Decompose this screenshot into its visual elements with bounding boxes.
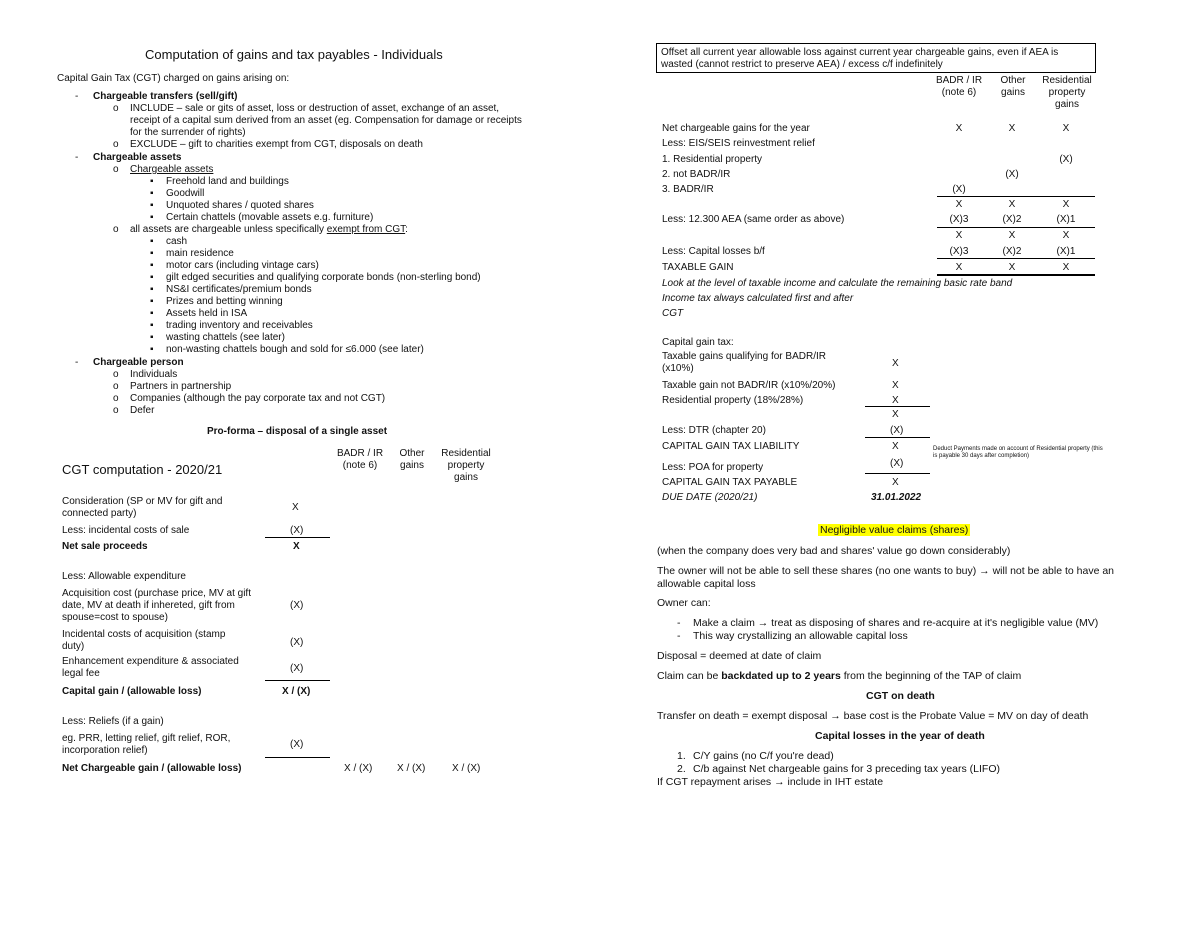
square-bullet-icon: ▪ xyxy=(150,248,154,259)
col-header-other: Other gains xyxy=(1000,75,1026,98)
circle-bullet-icon: o xyxy=(113,164,119,175)
row-payable: CAPITAL GAIN TAX PAYABLE xyxy=(662,477,798,488)
col-header-badr: BADR / IR (note 6) xyxy=(336,448,384,471)
dash-bullet-icon: - xyxy=(75,152,79,163)
cell-other: (X)2 xyxy=(1002,214,1022,225)
cell-residential: (X) xyxy=(1059,154,1073,165)
circle-bullet-icon: o xyxy=(113,381,119,392)
value-consideration: X xyxy=(292,502,299,513)
row-label: 1. Residential property xyxy=(662,154,763,165)
row-enhancement: Enhancement expenditure & associated legal fee xyxy=(62,656,239,679)
value-reliefs: (X) xyxy=(290,739,304,750)
list-item: This way crystallizing an allowable capital loss xyxy=(693,630,908,642)
row-dtr: Less: DTR (chapter 20) xyxy=(662,425,766,436)
iht-note: If CGT repayment arises → include in IHT estate xyxy=(657,776,884,788)
death-heading: CGT on death xyxy=(866,690,935,702)
row-capital-gain: Capital gain / (allowable loss) xyxy=(62,686,202,697)
value-net-badr: X / (X) xyxy=(344,763,373,774)
cell-other: X xyxy=(1008,199,1016,210)
exempt-link-text: exempt from CGT xyxy=(326,224,406,235)
row-label: Net chargeable gains for the year xyxy=(662,123,810,134)
square-bullet-icon: ▪ xyxy=(150,212,154,223)
cell-badr: X xyxy=(955,123,963,134)
row-label: TAXABLE GAIN xyxy=(662,262,734,273)
row-consideration: Consideration (SP or MV for gift and connected party) xyxy=(62,496,223,519)
losses-heading: Capital losses in the year of death xyxy=(815,730,985,742)
exempt-intro xyxy=(130,224,408,236)
list-item: cash xyxy=(166,236,188,247)
value-net-proceeds: X xyxy=(293,541,300,552)
death-p1: Transfer on death = exempt disposal → base cost is the Probate Value = MV on day of death xyxy=(657,710,1089,722)
value-dtr: (X) xyxy=(890,425,904,436)
list-item: Certain chattels (movable assets e.g. furniture) xyxy=(166,212,374,223)
square-bullet-icon: ▪ xyxy=(150,296,154,307)
cell-residential: (X)1 xyxy=(1056,214,1076,225)
value-liability: X xyxy=(892,441,899,452)
proforma-heading: Pro-forma – disposal of a single asset xyxy=(207,426,388,437)
value-acquisition-cost: (X) xyxy=(290,600,304,611)
value-enhancement: (X) xyxy=(290,663,304,674)
note-italic: Income tax always calculated first and after xyxy=(662,293,854,304)
include-text: INCLUDE – sale or gits of asset, loss or destruction of asset, exchange of an asset, receipt of a capital sum derived from an asset (eg. Compensation for damage or receipts for the surrender of rights) xyxy=(130,103,522,138)
cell-badr: X xyxy=(955,262,963,273)
circle-bullet-icon: o xyxy=(113,224,119,235)
row-incidental-sale: Less: incidental costs of sale xyxy=(62,525,190,536)
negligible-p2: The owner will not be able to sell these shares (no one wants to buy) → will not be able to have an allowable capital loss xyxy=(657,565,1115,590)
dash-bullet-icon: - xyxy=(75,91,79,102)
circle-bullet-icon: o xyxy=(113,405,119,416)
divider xyxy=(865,473,930,474)
number-2-icon: 2. xyxy=(677,763,686,775)
negligible-p4: Disposal = deemed at date of claim xyxy=(657,650,822,662)
row-net-chargeable: Net Chargeable gain / (allowable loss) xyxy=(62,763,242,774)
note-italic: CGT xyxy=(662,308,684,319)
square-bullet-icon: ▪ xyxy=(150,344,154,355)
row-not-badr: Taxable gain not BADR/IR (x10%/20%) xyxy=(662,380,836,391)
row-incidental-acquisition: Incidental costs of acquisition (stamp duty) xyxy=(62,629,226,652)
list-item: Assets held in ISA xyxy=(166,308,248,319)
intro-text: Capital Gain Tax (CGT) charged on gains arising on: xyxy=(57,73,290,84)
cell-other: (X)2 xyxy=(1002,246,1022,257)
row-reliefs: Less: Reliefs (if a gain) xyxy=(62,716,164,727)
computation-title: CGT computation - 2020/21 xyxy=(62,462,223,477)
list-item: gilt edged securities and qualifying corporate bonds (non-sterling bond) xyxy=(166,272,481,283)
cell-badr: (X)3 xyxy=(949,214,969,225)
divider xyxy=(265,537,330,538)
list-item: Unquoted shares / quoted shares xyxy=(166,200,314,211)
negligible-heading-text: Negligible value claims (shares) xyxy=(820,524,969,536)
value-payable: X xyxy=(892,477,899,488)
negligible-p5-c: from the beginning of the TAP of claim xyxy=(840,670,1022,682)
square-bullet-icon: ▪ xyxy=(150,236,154,247)
divider xyxy=(865,406,930,407)
row-residential: Residential property (18%/28%) xyxy=(662,395,804,406)
divider xyxy=(937,196,1095,197)
dash-bullet-icon: - xyxy=(677,630,681,642)
row-label: 3. BADR/IR xyxy=(662,184,714,195)
assets-heading: Chargeable assets xyxy=(93,152,182,163)
cell-other: X xyxy=(1008,262,1016,273)
square-bullet-icon: ▪ xyxy=(150,188,154,199)
value-residential: X xyxy=(892,395,899,406)
square-bullet-icon: ▪ xyxy=(150,332,154,343)
exclude-text: EXCLUDE – gift to charities exempt from CGT, disposals on death xyxy=(130,139,423,150)
value-subtotal: X xyxy=(892,409,899,420)
divider xyxy=(937,258,1095,259)
list-item: Companies (although the pay corporate tax and not CGT) xyxy=(130,393,386,404)
divider xyxy=(265,757,330,758)
circle-bullet-icon: o xyxy=(113,103,119,114)
value-net-other: X / (X) xyxy=(397,763,426,774)
row-label: Less: 12.300 AEA (same order as above) xyxy=(662,214,845,225)
negligible-p3: Owner can: xyxy=(657,597,711,609)
cell-residential: X xyxy=(1062,262,1070,273)
row-label: Less: Capital losses b/f xyxy=(662,246,765,257)
row-label: 2. not BADR/IR xyxy=(662,169,731,180)
col-header-other: Other gains xyxy=(399,448,425,471)
row-allowable-expenditure: Less: Allowable expenditure xyxy=(62,571,186,582)
square-bullet-icon: ▪ xyxy=(150,176,154,187)
value-due-date: 31.01.2022 xyxy=(871,492,922,503)
list-item: Goodwill xyxy=(166,188,205,199)
divider xyxy=(937,227,1095,228)
value-not-badr: X xyxy=(892,380,899,391)
dash-bullet-icon: - xyxy=(75,357,79,368)
divider xyxy=(265,680,330,681)
negligible-p5 xyxy=(657,670,1021,683)
cgt-heading: Capital gain tax: xyxy=(662,337,734,348)
divider xyxy=(865,437,930,438)
square-bullet-icon: ▪ xyxy=(150,308,154,319)
cell-badr: X xyxy=(955,199,963,210)
cell-badr: X xyxy=(955,230,963,241)
row-reliefs-examples: eg. PRR, letting relief, gift relief, ROR, incorporation relief) xyxy=(62,733,231,756)
cell-residential: X xyxy=(1062,199,1070,210)
row-due-date: DUE DATE (2020/21) xyxy=(662,492,758,503)
value-net-residential: X / (X) xyxy=(452,763,481,774)
square-bullet-icon: ▪ xyxy=(150,272,154,283)
row-badr-qualifying: Taxable gains qualifying for BADR/IR (x10%) xyxy=(662,351,826,374)
list-item: Prizes and betting winning xyxy=(166,296,283,307)
list-item: Individuals xyxy=(130,369,178,380)
list-item: trading inventory and receivables xyxy=(166,320,313,331)
circle-bullet-icon: o xyxy=(113,139,119,150)
square-bullet-icon: ▪ xyxy=(150,284,154,295)
list-item: C/Y gains (no C/f you're dead) xyxy=(693,750,834,762)
value-capital-gain: X / (X) xyxy=(282,686,311,697)
list-item: wasting chattels (see later) xyxy=(166,332,285,343)
list-item: main residence xyxy=(166,248,234,259)
list-item: motor cars (including vintage cars) xyxy=(166,260,319,271)
list-item: Freehold land and buildings xyxy=(166,176,289,187)
cell-badr: (X) xyxy=(952,184,966,195)
offset-note: Offset all current year allowable loss against current year chargeable gains, even if AEA is wasted (cannot restrict to preserve AEA) / excess c/f indefinitely xyxy=(661,47,1059,70)
square-bullet-icon: ▪ xyxy=(150,200,154,211)
note-italic: Look at the level of taxable income and calculate the remaining basic rate band xyxy=(662,278,1013,289)
circle-bullet-icon: o xyxy=(113,393,119,404)
dash-bullet-icon: - xyxy=(677,617,681,629)
list-item: Make a claim → treat as disposing of shares and re-acquire at it's negligible value (MV) xyxy=(693,617,1099,629)
negligible-p1: (when the company does very bad and shares' value go down considerably) xyxy=(657,545,1011,557)
list-item: Partners in partnership xyxy=(130,381,232,392)
row-liability: CAPITAL GAIN TAX LIABILITY xyxy=(662,441,800,452)
person-heading: Chargeable person xyxy=(93,357,184,368)
exempt-intro-colon: : xyxy=(405,224,408,235)
negligible-p5-b: backdated up to 2 years xyxy=(721,670,841,682)
cell-residential: X xyxy=(1062,123,1070,134)
list-item: NS&I certificates/premium bonds xyxy=(166,284,312,295)
row-poa: Less: POA for property xyxy=(662,462,764,473)
list-item: non-wasting chattels bough and sold for ≤6.000 (see later) xyxy=(166,344,424,355)
exempt-intro-text: all assets are chargeable unless specifically xyxy=(130,224,327,235)
list-item: Defer xyxy=(130,405,155,416)
assets-sub-heading: Chargeable assets xyxy=(130,164,214,175)
page-title: Computation of gains and tax payables - Individuals xyxy=(145,47,443,62)
value-poa: (X) xyxy=(890,458,904,469)
list-item: C/b against Net chargeable gains for 3 preceding tax years (LIFO) xyxy=(693,763,1000,775)
square-bullet-icon: ▪ xyxy=(150,320,154,331)
negligible-p5-a: Claim can be xyxy=(657,670,722,682)
negligible-heading xyxy=(818,524,970,537)
poa-note: Deduct Payments made on account of Residential property (this is payable 30 days after completion) xyxy=(933,446,1103,459)
cell-residential: (X)1 xyxy=(1056,246,1076,257)
transfers-heading: Chargeable transfers (sell/gift) xyxy=(93,91,238,102)
divider xyxy=(937,274,1095,276)
number-1-icon: 1. xyxy=(677,750,686,762)
col-header-badr: BADR / IR (note 6) xyxy=(935,75,983,98)
cell-other: (X) xyxy=(1005,169,1019,180)
cell-residential: X xyxy=(1062,230,1070,241)
row-net-proceeds: Net sale proceeds xyxy=(62,541,148,552)
col-header-residential: Residential property gains xyxy=(441,448,491,483)
square-bullet-icon: ▪ xyxy=(150,260,154,271)
circle-bullet-icon: o xyxy=(113,369,119,380)
cell-other: X xyxy=(1008,230,1016,241)
row-label: Less: EIS/SEIS reinvestment relief xyxy=(662,138,815,149)
value-incidental-sale: (X) xyxy=(290,525,304,536)
value-incidental-acquisition: (X) xyxy=(290,637,304,648)
cell-badr: (X)3 xyxy=(949,246,969,257)
value-badr-qualifying: X xyxy=(892,358,899,369)
cell-other: X xyxy=(1008,123,1016,134)
col-header-residential: Residential property gains xyxy=(1042,75,1092,110)
row-acquisition-cost: Acquisition cost (purchase price, MV at gift date, MV at death if inhereted, gift from spouse=cost to spouse) xyxy=(62,588,251,623)
